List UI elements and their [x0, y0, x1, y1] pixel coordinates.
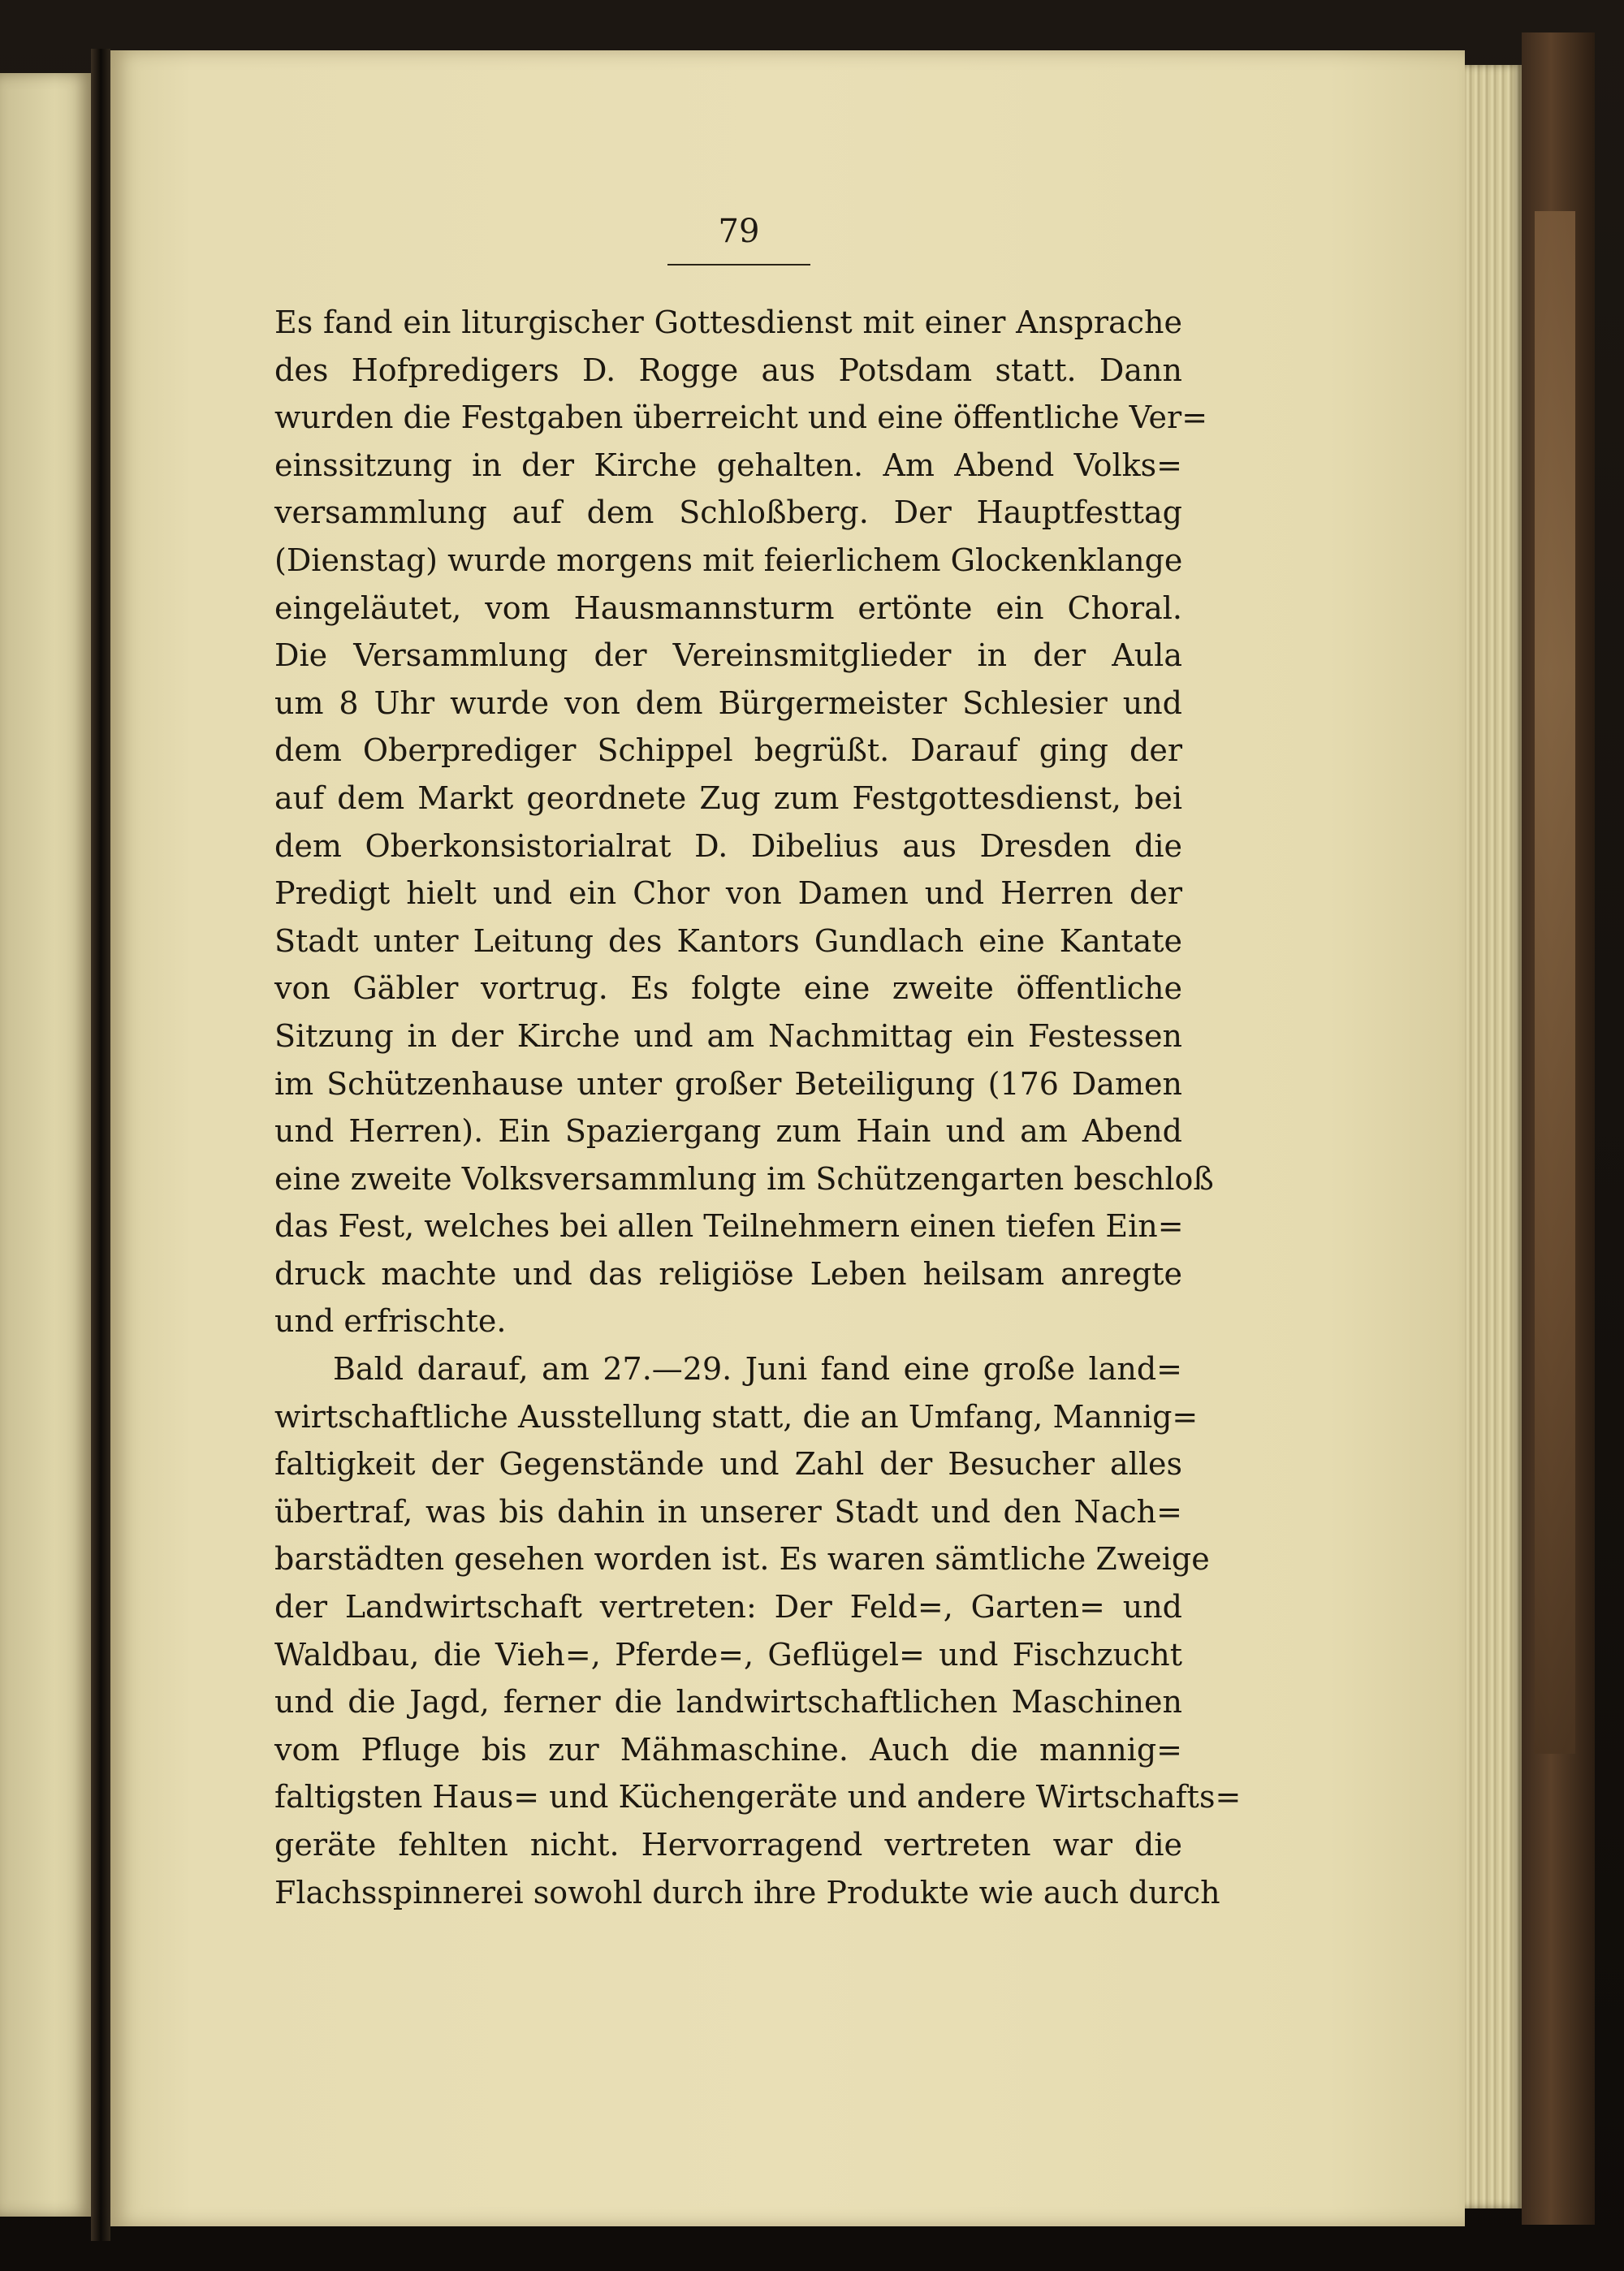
cover-worn-edge [1535, 211, 1575, 1754]
book-gutter [91, 49, 110, 2241]
paragraph-1 [274, 299, 1214, 1345]
text-line: das Fest, welches bei allen Teilnehmern einen tiefen Ein= [274, 1208, 1184, 1245]
text-line: um 8 Uhr wurde von dem Bürgermeister Schlesier und [274, 684, 1182, 721]
text-line: und erfrischte. [274, 1303, 507, 1340]
text-line: Sitzung in der Kirche und am Nachmittag ein Festessen [274, 1017, 1182, 1054]
text-line: der Landwirtschaft vertreten: Der Feld=, Garten= und [274, 1589, 1182, 1626]
text-line: übertraf, was bis dahin in unserer Stadt und den Nach= [274, 1493, 1182, 1530]
page-edges-stack [1465, 65, 1522, 2208]
text-line: auf dem Markt geordnete Zug zum Festgottesdienst, bei [274, 779, 1182, 816]
body-text [274, 299, 1242, 1916]
text-line: barstädten gesehen worden ist. Es waren sämtliche Zweige [274, 1541, 1210, 1578]
text-line: versammlung auf dem Schloßberg. Der Hauptfesttag [274, 494, 1182, 531]
text-line: eingeläutet, vom Hausmannsturm ertönte ein Choral. [274, 589, 1182, 626]
text-line: des Hofpredigers D. Rogge aus Potsdam statt. Dann [274, 352, 1182, 388]
text-line: Stadt unter Leitung des Kantors Gundlach eine Kantate [274, 922, 1182, 959]
text-line: von Gäbler vortrug. Es folgte eine zweite öffentliche [274, 970, 1182, 1007]
text-line: geräte fehlten nicht. Hervorragend vertreten war die [274, 1827, 1182, 1863]
page-number-rule [667, 264, 810, 266]
text-line: im Schützenhause unter großer Beteiligung (176 Damen [274, 1065, 1182, 1102]
page-number: 79 [718, 213, 760, 250]
text-line: Die Versammlung der Vereinsmitglieder in der Aula [274, 637, 1182, 674]
text-line: Waldbau, die Vieh=, Pferde=, Geflügel= und Fischzucht [274, 1636, 1182, 1673]
text-line: dem Oberkonsistorialrat D. Dibelius aus Dresden die [274, 827, 1182, 864]
text-line: eine zweite Volksversammlung im Schützengarten beschloß [274, 1160, 1214, 1197]
text-line: einssitzung in der Kirche gehalten. Am Abend Volks= [274, 447, 1182, 483]
text-line: Predigt hielt und ein Chor von Damen und Herren der [274, 875, 1182, 912]
text-line: dem Oberprediger Schippel begrüßt. Darauf ging der [274, 732, 1182, 769]
text-line: Flachsspinnerei sowohl durch ihre Produkte wie auch durch [274, 1874, 1220, 1910]
text-line: und die Jagd, ferner die landwirtschaftlichen Maschinen [274, 1684, 1182, 1721]
text-line: wirtschaftliche Ausstellung statt, die an Umfang, Mannig= [274, 1398, 1199, 1435]
text-line: druck machte und das religiöse Leben heilsam anregte [274, 1255, 1182, 1292]
text-line: (Dienstag) wurde morgens mit feierlichem Glockenklange [274, 542, 1183, 578]
paragraph-2 [274, 1345, 1242, 1916]
text-line: faltigsten Haus= und Küchengeräte und andere Wirtschafts= [274, 1779, 1242, 1816]
text-line: Es fand ein liturgischer Gottesdienst mit einer Ansprache [274, 304, 1182, 340]
text-line: wurden die Festgaben überreicht und eine öffentliche Ver= [274, 399, 1208, 436]
left-page-edge [0, 73, 91, 2217]
text-line: Bald darauf, am 27.—29. Juni fand eine große land= [333, 1351, 1182, 1388]
text-line: faltigkeit der Gegenstände und Zahl der Besucher alles [274, 1446, 1182, 1483]
text-line: vom Pfluge bis zur Mähmaschine. Auch die mannig= [274, 1731, 1182, 1768]
text-line: und Herren). Ein Spaziergang zum Hain und am Abend [274, 1113, 1182, 1150]
